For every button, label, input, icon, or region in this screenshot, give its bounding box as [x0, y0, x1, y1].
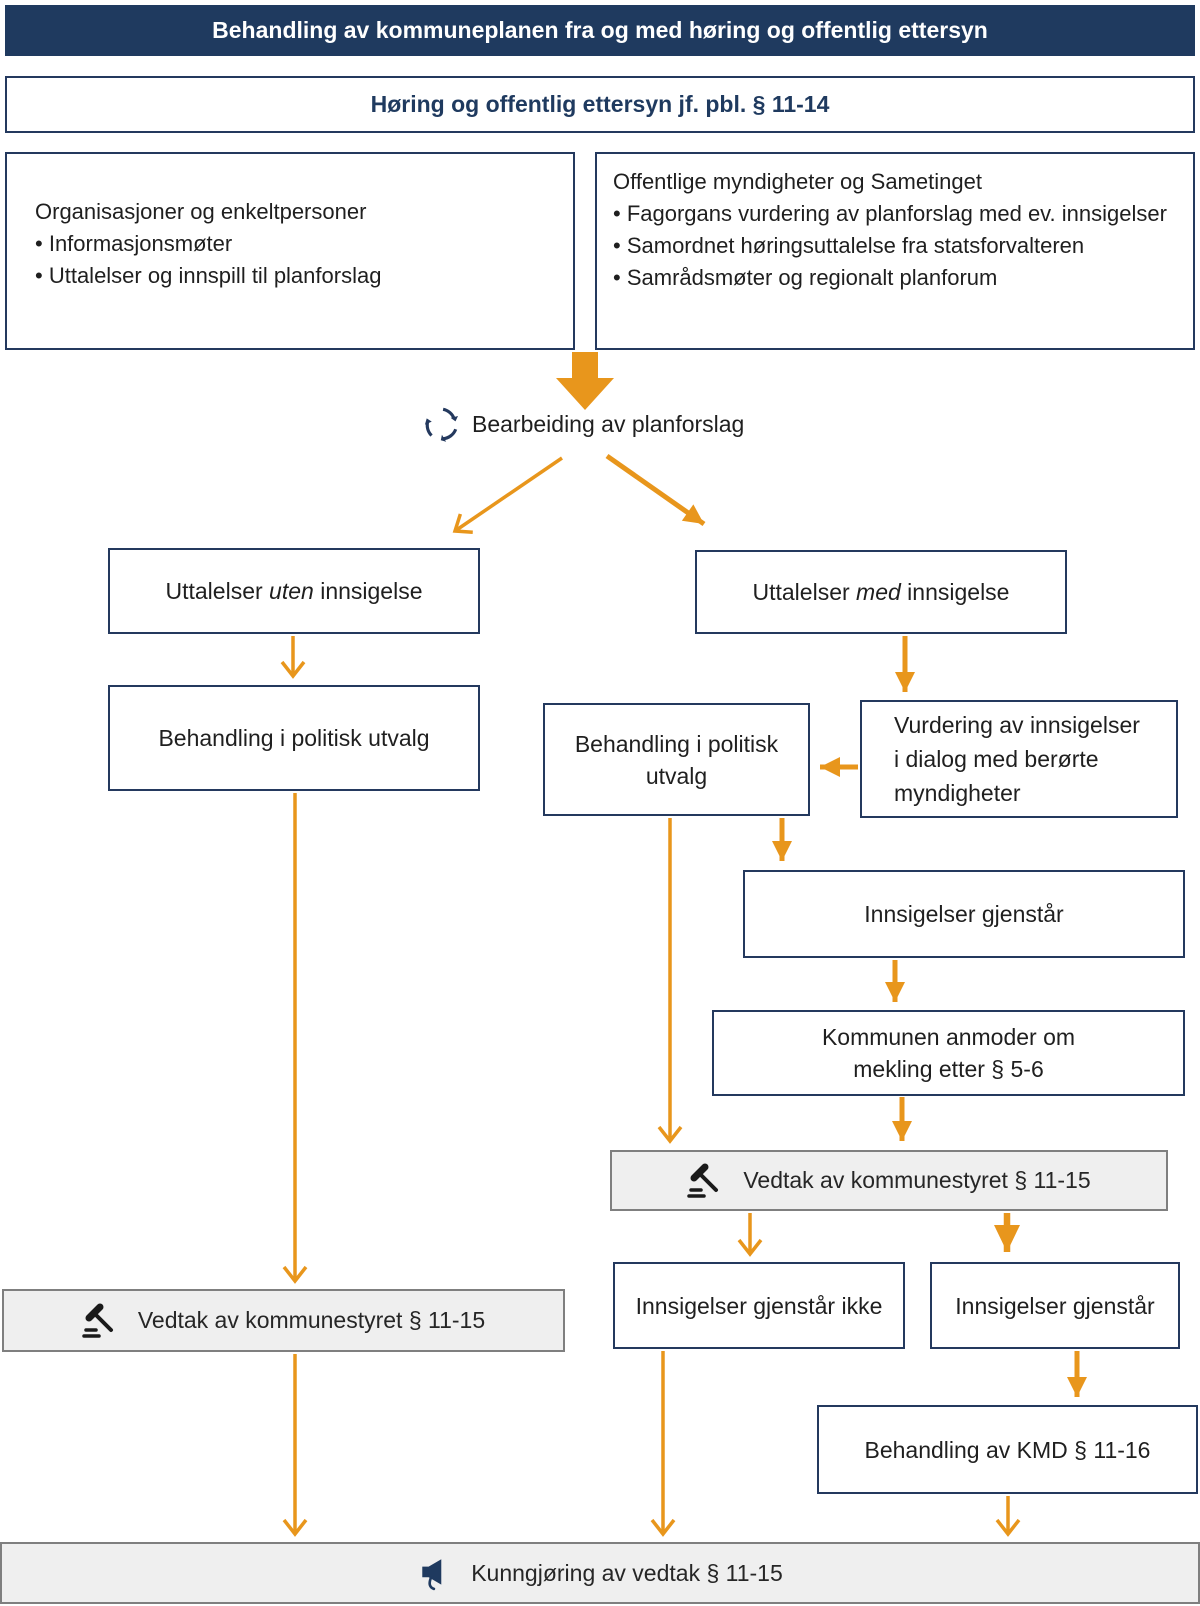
arrow-bearbeiding-to-med [607, 456, 704, 524]
node-behandling-kmd [817, 1405, 1198, 1494]
bullet-item: • Informasjonsmøter [35, 228, 561, 260]
bullet-item: • Samrådsmøter og regionalt planforum [613, 262, 1181, 294]
kunngjoring-text: Kunngjøring av vedtak § 11-15 [471, 1559, 783, 1586]
uttalelser-med-text: Uttalelser med innsigelse [752, 579, 1010, 605]
myndigheter-bullets [613, 198, 1181, 294]
megaphone-icon [417, 1554, 455, 1592]
page-title-text: Behandling av kommuneplanen fra og med høring og offentlig ettersyn [212, 17, 988, 43]
uttalelser-uten-text: Uttalelser uten innsigelse [165, 578, 423, 604]
node-uttalelser-med [695, 550, 1067, 634]
behandling-politisk-left-text: Behandling i politisk utvalg [158, 725, 430, 751]
node-organisasjoner [5, 152, 575, 350]
myndigheter-title: Offentlige myndigheter og Sametinget [613, 169, 982, 194]
page-title [5, 5, 1195, 56]
node-kunngjoring [0, 1542, 1200, 1604]
bullet-item: • Uttalelser og innspill til planforslag [35, 260, 561, 292]
vedtak-left-text: Vedtak av kommunestyret § 11-15 [137, 1307, 486, 1333]
node-vedtak-kommunestyret-right [610, 1150, 1168, 1211]
horing-banner-text: Høring og offentlig ettersyn jf. pbl. § 11-14 [370, 91, 830, 117]
innsigelser-gjenstar-text: Innsigelser gjenstår [864, 901, 1064, 927]
organisasjoner-bullets [35, 228, 561, 292]
node-innsigelser-gjenstar-ikke [613, 1262, 905, 1349]
gavel-icon [82, 1303, 118, 1339]
bullet-item: • Fagorgans vurdering av planforslag med ev. innsigelser [613, 198, 1181, 230]
bearbeiding-text: Bearbeiding av planforslag [472, 410, 745, 437]
node-bearbeiding [420, 403, 744, 445]
arrow-horing-to-bearbeiding [556, 352, 614, 410]
innsigelser-gjenstar-fortsatt-text: Innsigelser gjenstår [955, 1292, 1155, 1319]
node-innsigelser-gjenstar [743, 870, 1185, 958]
node-behandling-politisk-center [543, 703, 810, 816]
node-vedtak-kommunestyret-left [2, 1289, 565, 1352]
gavel-icon [687, 1163, 723, 1199]
cycle-arrows-icon [420, 403, 462, 445]
node-vurdering-innsigelser [860, 700, 1178, 818]
behandling-politisk-center-text: Behandling i politisk utvalg [574, 730, 779, 789]
vedtak-right-text: Vedtak av kommunestyret § 11-15 [743, 1167, 1091, 1193]
arrow-bearbeiding-to-uten [455, 458, 562, 531]
behandling-kmd-text: Behandling av KMD § 11-16 [864, 1436, 1151, 1463]
node-innsigelser-gjenstar-fortsatt [930, 1262, 1180, 1349]
organisasjoner-title: Organisasjoner og enkeltpersoner [35, 199, 367, 224]
node-kommunen-anmoder [712, 1010, 1185, 1096]
node-behandling-politisk-left [108, 685, 480, 791]
kommunen-anmoder-text: Kommunen anmoder om mekling etter § 5-6 [821, 1024, 1076, 1082]
innsigelser-gjenstar-ikke-text: Innsigelser gjenstår ikke [635, 1292, 883, 1319]
vurdering-text: Vurdering av innsigelser i dialog med berørte myndigheter [894, 712, 1140, 806]
node-myndigheter [595, 152, 1195, 350]
node-horing-banner [5, 76, 1195, 133]
node-uttalelser-uten [108, 548, 480, 634]
bullet-item: • Samordnet høringsuttalelse fra statsforvalteren [613, 230, 1181, 262]
